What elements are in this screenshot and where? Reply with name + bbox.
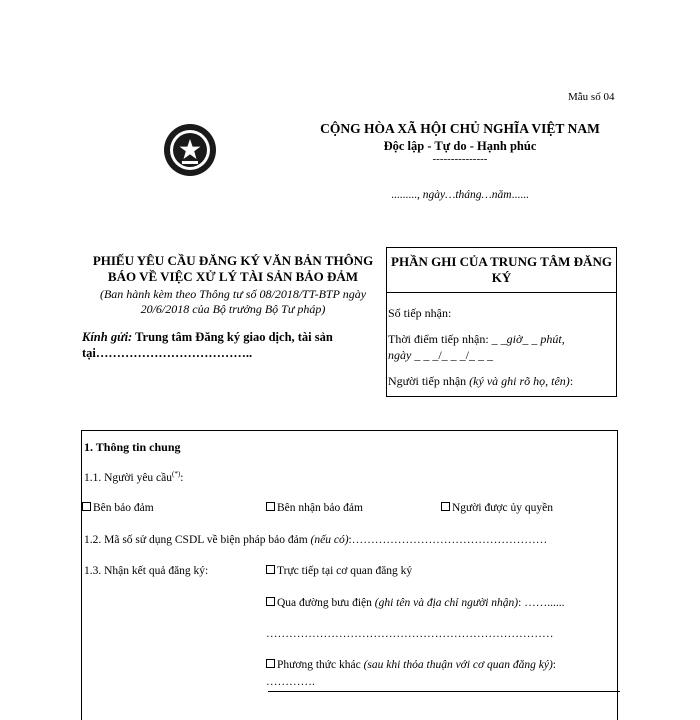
option-note: (ghi tên và địa chỉ người nhận) <box>374 597 519 609</box>
document-subtitle: (Ban hành kèm theo Thông tư số 08/2018/TT-BTP ngày 20/6/2018 của Bộ trưởng Bộ Tư pháp) <box>99 287 367 316</box>
option-truc-tiep[interactable] <box>266 565 412 577</box>
date-line <box>280 189 640 201</box>
option-label: Người được ủy quyền <box>452 502 553 514</box>
form-code: Mẫu số 04 <box>568 91 615 103</box>
option-nguoi-duoc-uy-quyen[interactable] <box>441 502 553 514</box>
receiver-label: Người tiếp nhận <box>388 374 467 388</box>
receiver-line <box>388 373 573 389</box>
hour-label: giờ <box>506 332 523 346</box>
requester-line <box>84 470 183 484</box>
national-title: CỘNG HÒA XÃ HỘI CHỦ NGHĨA VIỆT NAM <box>320 121 600 136</box>
section-heading: 1. Thông tin chung <box>84 440 181 454</box>
option-note: (sau khi thỏa thuận với cơ quan đăng ký) <box>363 659 553 671</box>
registry-box <box>386 247 617 397</box>
requester-footnote: (*) <box>172 470 181 478</box>
recipient-label: Kính gửi: <box>82 330 133 344</box>
option-label: Bên bảo đảm <box>93 502 154 514</box>
db-code-note: (nếu có) <box>310 534 349 546</box>
registry-box-title: PHẦN GHI CỦA TRUNG TÂM ĐĂNG KÝ <box>387 248 616 293</box>
option-khac[interactable] <box>266 659 556 671</box>
date-ngay: ngày…tháng…năm <box>422 189 512 201</box>
option-buu-dien[interactable] <box>266 597 564 609</box>
minute-label: phút, <box>540 332 565 346</box>
section-general-info <box>81 430 618 720</box>
checkbox-icon[interactable] <box>266 502 275 511</box>
address-dots-line: ………………………………………………………………… <box>266 628 554 640</box>
checkbox-icon[interactable] <box>82 502 91 511</box>
db-code-dots: :…………………………………………… <box>348 534 548 546</box>
checkbox-icon[interactable] <box>266 565 275 574</box>
receiver-note: (ký và ghi rõ họ, tên) <box>469 374 570 388</box>
date-end: ...... <box>511 189 529 201</box>
date-blanks: _ _ _/_ _ _/_ _ _ <box>414 348 493 362</box>
requester-colon: : <box>180 471 184 484</box>
checkbox-icon[interactable] <box>441 502 450 511</box>
receipt-number-label: Số tiếp nhận: <box>388 306 452 320</box>
checkbox-icon[interactable] <box>266 659 275 668</box>
recipient-value: Trung tâm Đăng ký giao dịch, tài sản tại……………………………….. <box>82 330 333 360</box>
receipt-time-label: Thời điểm tiếp nhận: _ _ <box>388 332 507 346</box>
minute-blank: _ _ <box>522 332 538 346</box>
option-label: Bên nhận bảo đảm <box>277 502 363 514</box>
state-seal-icon <box>162 122 218 178</box>
receipt-time-line <box>388 331 565 347</box>
db-code-label: 1.2. Mã số sử dụng CSDL về biện pháp bảo đảm <box>84 534 308 546</box>
other-method-dots: …………. <box>266 676 315 688</box>
option-label: Trực tiếp tại cơ quan đăng ký <box>277 565 413 577</box>
date-place: ........., <box>391 189 420 201</box>
option-ben-nhan-bao-dam[interactable] <box>266 502 363 514</box>
option-dots: : ……...... <box>518 597 565 609</box>
option-label: Qua đường bưu điện <box>277 597 372 609</box>
db-code-line <box>84 534 547 546</box>
receipt-date-line <box>388 347 493 363</box>
row-divider <box>268 691 620 692</box>
option-colon: : <box>552 659 556 671</box>
motto-divider: --------------- <box>432 153 488 165</box>
option-ben-bao-dam[interactable] <box>82 502 154 514</box>
national-motto: Độc lập - Tự do - Hạnh phúc <box>383 139 537 153</box>
day-label: ngày <box>388 348 412 362</box>
document-title: PHIẾU YÊU CẦU ĐĂNG KÝ VĂN BẢN THÔNG BÁO VỀ VIỆC XỬ LÝ TÀI SẢN BẢO ĐẢM <box>92 253 374 284</box>
recipient-line <box>82 329 382 361</box>
checkbox-icon[interactable] <box>266 597 275 606</box>
result-delivery-label: 1.3. Nhận kết quả đăng ký: <box>84 565 209 577</box>
requester-label: 1.1. Người yêu cầu <box>84 471 173 484</box>
receiver-colon: : <box>569 374 574 388</box>
option-label: Phương thức khác <box>277 659 361 671</box>
